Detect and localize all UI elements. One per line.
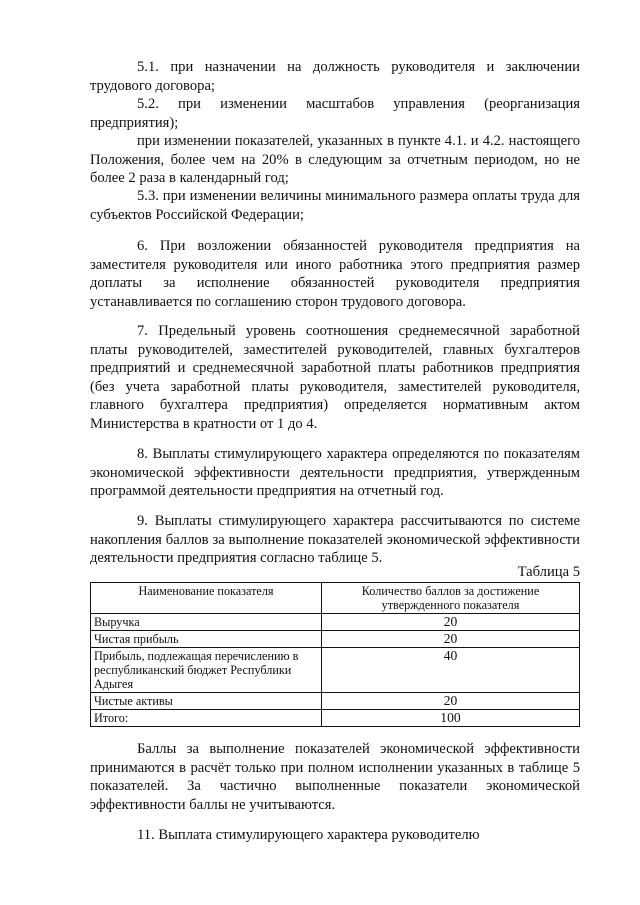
column-header-points: Количество баллов за достижение утвержденного показателя	[322, 583, 580, 614]
paragraph-5-3: 5.3. при изменении величины минимального размера оплаты труда для субъектов Российской Федерации;	[90, 188, 580, 223]
column-header-indicator: Наименование показателя	[91, 583, 322, 614]
total-label: Итого:	[91, 710, 322, 727]
indicator-points: 20	[322, 614, 580, 631]
indicator-name: Чистая прибыль	[91, 631, 322, 648]
indicator-name: Прибыль, подлежащая перечислению в республиканский бюджет Республики Адыгея	[91, 648, 322, 693]
indicator-points: 20	[322, 693, 580, 710]
paragraph-11: 11. Выплата стимулирующего характера руководителю	[137, 827, 480, 843]
table-row	[91, 648, 580, 693]
paragraph-6: 6. При возложении обязанностей руководителя предприятия на заместителя руководителя или иного работника этого предприятия размер доплаты за исполнение обязанностей руководителя предприятия устанавливается по соглашению сторон трудового договора.	[90, 238, 580, 310]
table-header-row	[91, 583, 580, 614]
paragraph-5-1: 5.1. при назначении на должность руководителя и заключении трудового договора;	[90, 59, 580, 94]
indicator-points: 40	[322, 648, 580, 693]
table-row	[91, 614, 580, 631]
total-points: 100	[322, 710, 580, 727]
table-row	[91, 631, 580, 648]
table-caption: Таблица 5	[517, 564, 580, 580]
indicator-points: 20	[322, 631, 580, 648]
indicators-table	[90, 582, 580, 727]
paragraph-5-2-indicators: при изменении показателей, указанных в пункте 4.1. и 4.2. настоящего Положения, более чем на 20% в следующим за отчетным периодом, но не более 2 раза в календарный год;	[90, 133, 580, 187]
paragraph-9: 9. Выплаты стимулирующего характера рассчитываются по системе накопления баллов за выполнение показателей экономической эффективности деятельности предприятия согласно таблице 5.	[90, 513, 580, 567]
table-total-row	[91, 710, 580, 727]
indicator-name: Чистые активы	[91, 693, 322, 710]
paragraph-8: 8. Выплаты стимулирующего характера определяются по показателям экономической эффективности деятельности предприятия, утвержденным программой деятельности предприятия на отчетный год.	[90, 446, 580, 500]
paragraph-5-2: 5.2. при изменении масштабов управления (реорганизация предприятия);	[90, 96, 580, 131]
indicator-name: Выручка	[91, 614, 322, 631]
paragraph-after-table: Баллы за выполнение показателей экономической эффективности принимаются в расчёт только при полном исполнении указанных в таблице 5 показателей. За частично выполненные показатели экономической эффективности баллы не учитываются.	[90, 741, 580, 813]
paragraph-7: 7. Предельный уровень соотношения среднемесячной заработной платы руководителей, заместителей руководителей, главных бухгалтеров предприятий и среднемесячной заработной платы работников предприятия (без учета заработной платы руководителя, заместителей руководителя, главного бухгалтера предприятия) определяется нормативным актом Министерства в кратности от 1 до 4.	[90, 323, 580, 432]
table-row	[91, 693, 580, 710]
